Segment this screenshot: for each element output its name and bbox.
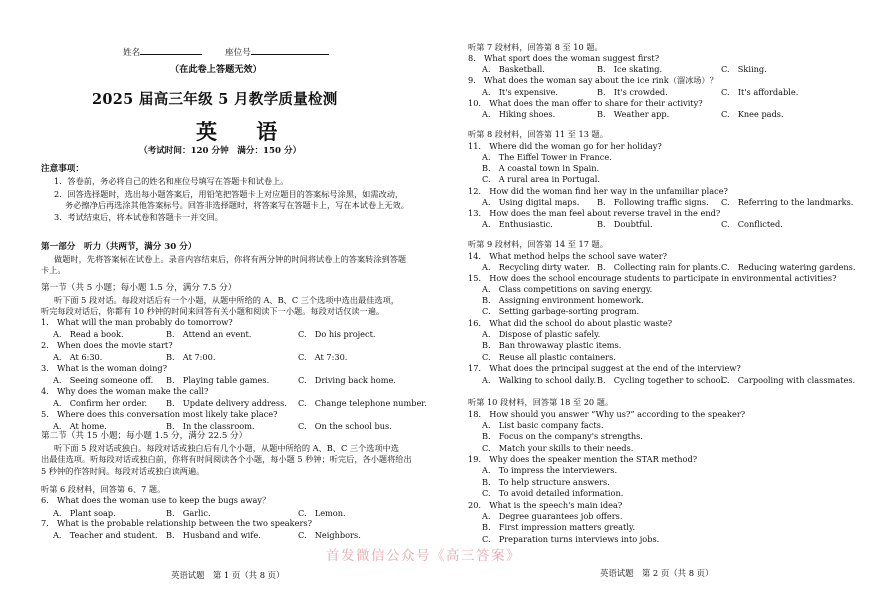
option-a: A. At 6:30. bbox=[53, 352, 103, 362]
option-a: A. The Eiffel Tower in France. bbox=[482, 152, 612, 162]
question-stem: 18. How should you answer “Why us?” according to the speaker? bbox=[468, 409, 746, 419]
question-stem: 4. Why does the woman make the call? bbox=[41, 386, 209, 396]
section2-intro: 听下面 5 段对话或独白。每段对话或独白后有几个小题，从题中所给的 A、B、C 三个选项中选 bbox=[54, 443, 399, 453]
question-stem: 20. What is the speech's main idea? bbox=[468, 500, 623, 510]
option-c: C. Preparation turns interviews into jobs. bbox=[482, 534, 660, 544]
section1-intro: 听完每段对话后，你都有 10 秒钟的时间来回答有关小题和阅读下一小题。每段对话仅读一遍。 bbox=[41, 306, 385, 316]
option-a: A. It's expensive. bbox=[482, 87, 558, 97]
question-stem: 10. What does the man offer to share for their activity? bbox=[468, 98, 703, 108]
option-a: A. At home. bbox=[53, 421, 107, 431]
option-b: B. Following traffic signs. bbox=[597, 197, 709, 207]
section2-intro: 出最佳选项。听每段对话或独白前，你将有时间阅读各个小题，每小题 5 秒钟；听完后，各小题将给出 bbox=[41, 454, 412, 464]
question-stem: 12. How did the woman find her way in the unfamiliar place? bbox=[468, 186, 728, 196]
option-b: B. Husband and wife. bbox=[166, 530, 261, 540]
part1-intro: 卡上。 bbox=[41, 265, 66, 275]
name-blank bbox=[140, 45, 202, 55]
question-stem: 15. How does the school encourage students to participate in environmental activities? bbox=[468, 273, 837, 283]
question-stem: 2. When does the movie start? bbox=[41, 340, 173, 350]
option-b: B. Attend an event. bbox=[166, 329, 252, 339]
option-b: B. To help structure answers. bbox=[482, 477, 610, 487]
option-c: C. Skiing. bbox=[721, 64, 767, 74]
option-c: C. Reducing watering gardens. bbox=[721, 262, 856, 272]
option-c: C. Neighbors. bbox=[298, 530, 361, 540]
section1-heading: 第一节（共 5 小题；每小题 1.5 分，满分 7.5 分） bbox=[41, 283, 237, 293]
material-heading: 听第 6 段材料，回答第 6、7 题。 bbox=[41, 484, 166, 494]
question-stem: 1. What will the man probably do tomorrow? bbox=[41, 317, 233, 327]
question-stem: 6. What does the woman use to keep the bugs away？ bbox=[41, 495, 271, 505]
option-c: C. Do his project. bbox=[298, 329, 376, 339]
seat-blank bbox=[251, 45, 329, 55]
option-b: B. Focus on the company's strengths. bbox=[482, 431, 643, 441]
question-stem: 17. What does the principal suggest at the end of the interview? bbox=[468, 363, 741, 373]
exam-title: 2025 届高三年级 5 月教学质量检测 bbox=[92, 91, 338, 108]
section2-heading: 第二节（共 15 小题；每小题 1.5 分，满分 22.5 分） bbox=[41, 431, 248, 441]
part1-intro: 做题时，先将答案标在试卷上。录音内容结束后，你将有两分钟的时间将试卷上的答案转涂到答题 bbox=[54, 254, 407, 264]
option-b: B. Assigning environment homework. bbox=[482, 295, 644, 305]
option-c: C. Match your skills to their needs. bbox=[482, 443, 634, 453]
option-a: A. Using digital maps. bbox=[482, 197, 580, 207]
option-a: A. Dispose of plastic safely. bbox=[482, 329, 601, 339]
option-b: B. In the classroom. bbox=[166, 421, 255, 431]
instruction-item: 1．答卷前，务必将自己的姓名和座位号填写在答题卡和试卷上。 bbox=[54, 176, 289, 186]
option-b: B. Collecting rain for plants. bbox=[597, 262, 721, 272]
question-stem: 8. What sport does the woman suggest first? bbox=[468, 53, 660, 63]
material-heading: 听第 8 段材料，回答第 11 至 13 题。 bbox=[468, 129, 608, 139]
option-a: A. Degree guarantees job offers. bbox=[482, 511, 623, 521]
part1-heading: 第一部分 听力（共两节，满分 30 分） bbox=[41, 242, 197, 252]
exam-info: （考试时间：120 分钟 满分：150 分） bbox=[139, 146, 302, 156]
option-c: C. On the school bus. bbox=[298, 421, 392, 431]
option-b: B. Update delivery address. bbox=[166, 398, 287, 408]
question-stem: 16. What did the school do about plastic waste? bbox=[468, 318, 673, 328]
option-c: C. Change telephone number. bbox=[298, 398, 427, 408]
question-stem: 19. Why does the speaker mention the STAR method? bbox=[468, 454, 698, 464]
subject-title: 英 语 bbox=[196, 119, 294, 144]
option-a: A. To impress the interviewers. bbox=[482, 465, 618, 475]
option-c: C. At 7:30. bbox=[298, 352, 348, 362]
no-answer-notice: （在此卷上答题无效） bbox=[170, 64, 262, 75]
option-c: C. Driving back home. bbox=[298, 375, 396, 385]
watermark-text: 首发微信公众号《高三答案》 bbox=[326, 548, 521, 564]
option-b: B. At 7:00. bbox=[166, 352, 216, 362]
option-a: A. Recycling dirty water. bbox=[482, 262, 590, 272]
option-b: B. Cycling together to school. bbox=[597, 375, 726, 385]
option-c: C. Setting garbage-sorting program. bbox=[482, 306, 640, 316]
option-a: A. Confirm her order. bbox=[53, 398, 148, 408]
section2-intro: 5 秒钟的作答时间。每段对话或独白读两遍。 bbox=[41, 466, 205, 476]
question-stem: 9. What does the woman say about the ice rink（溜冰场）？ bbox=[468, 75, 718, 85]
option-b: B. First impression matters greatly. bbox=[482, 522, 636, 532]
option-a: A. Plant soap. bbox=[53, 508, 116, 518]
seat-label: 座位号 bbox=[225, 48, 251, 58]
option-a: A. List basic company facts. bbox=[482, 420, 604, 430]
instructions-heading: 注意事项： bbox=[41, 164, 84, 174]
option-b: B. Ice skating. bbox=[597, 64, 663, 74]
instruction-item: 务必擦净后再选涂其他答案标号。回答非选择题时，将答案写在答题卡上，写在本试卷上无效。 bbox=[65, 200, 409, 210]
option-a: A. Enthusiastic. bbox=[482, 219, 553, 229]
option-c: C. Reuse all plastic containers. bbox=[482, 352, 616, 362]
option-b: B. Garlic. bbox=[166, 508, 211, 518]
instruction-item: 3．考试结束后，将本试卷和答题卡一并交回。 bbox=[54, 212, 223, 222]
page-footer-left: 英语试题 第 1 页（共 8 页） bbox=[171, 570, 285, 580]
option-b: B. Doubtful. bbox=[597, 219, 653, 229]
name-field bbox=[123, 45, 202, 59]
name-label: 姓名 bbox=[123, 48, 141, 58]
question-stem: 11. Where did the woman go for her holiday? bbox=[468, 141, 662, 151]
option-b: B. It's crowded. bbox=[597, 87, 668, 97]
option-a: A. Seeing someone off. bbox=[53, 375, 154, 385]
section1-intro: 听下面 5 段对话。每段对话后有一个小题，从题中所给的 A、B、C 三个选项中选出最佳选项， bbox=[54, 295, 399, 305]
option-a: A. Class competitions on saving energy. bbox=[482, 284, 653, 294]
option-c: C. Conflicted. bbox=[721, 219, 783, 229]
option-c: C. Knee pads. bbox=[721, 109, 784, 119]
material-heading: 听第 7 段材料，回答第 8 至 10 题。 bbox=[468, 42, 603, 52]
option-c: C. Lemon. bbox=[298, 508, 346, 518]
question-stem: 7. What is the probable relationship between the two speakers? bbox=[41, 518, 312, 528]
option-b: B. A coastal town in Spain. bbox=[482, 163, 600, 173]
question-stem: 3. What is the woman doing? bbox=[41, 363, 168, 373]
seat-field bbox=[225, 45, 329, 59]
material-heading: 听第 10 段材料，回答第 18 至 20 题。 bbox=[468, 397, 614, 407]
option-a: A. Read a book. bbox=[53, 329, 124, 339]
instruction-item: 2．回答选择题时，选出每小题答案后，用铅笔把答题卡上对应题目的答案标号涂黑，如需改动， bbox=[54, 189, 404, 199]
option-c: C. Carpooling with classmates. bbox=[721, 375, 856, 385]
page-footer-right: 英语试题 第 2 页（共 8 页） bbox=[600, 568, 714, 578]
question-stem: 5. Where does this conversation most likely take place? bbox=[41, 409, 278, 419]
option-c: C. A rural area in Portugal. bbox=[482, 174, 601, 184]
question-stem: 13. How does the man feel about reverse travel in the end? bbox=[468, 208, 721, 218]
question-stem: 14. What method helps the school save water? bbox=[468, 251, 668, 261]
material-heading: 听第 9 段材料，回答第 14 至 17 题。 bbox=[468, 239, 608, 249]
option-a: A. Teacher and student. bbox=[53, 530, 158, 540]
option-b: B. Playing table games. bbox=[166, 375, 270, 385]
option-a: A. Hiking shoes. bbox=[482, 109, 556, 119]
option-b: B. Ban throwaway plastic items. bbox=[482, 340, 622, 350]
option-c: C. To avoid detailed information. bbox=[482, 488, 624, 498]
option-a: A. Walking to school daily. bbox=[482, 375, 597, 385]
option-a: A. Basketball. bbox=[482, 64, 545, 74]
option-b: B. Weather app. bbox=[597, 109, 670, 119]
option-c: C. Referring to the landmarks. bbox=[721, 197, 854, 207]
option-c: C. It's affordable. bbox=[721, 87, 799, 97]
